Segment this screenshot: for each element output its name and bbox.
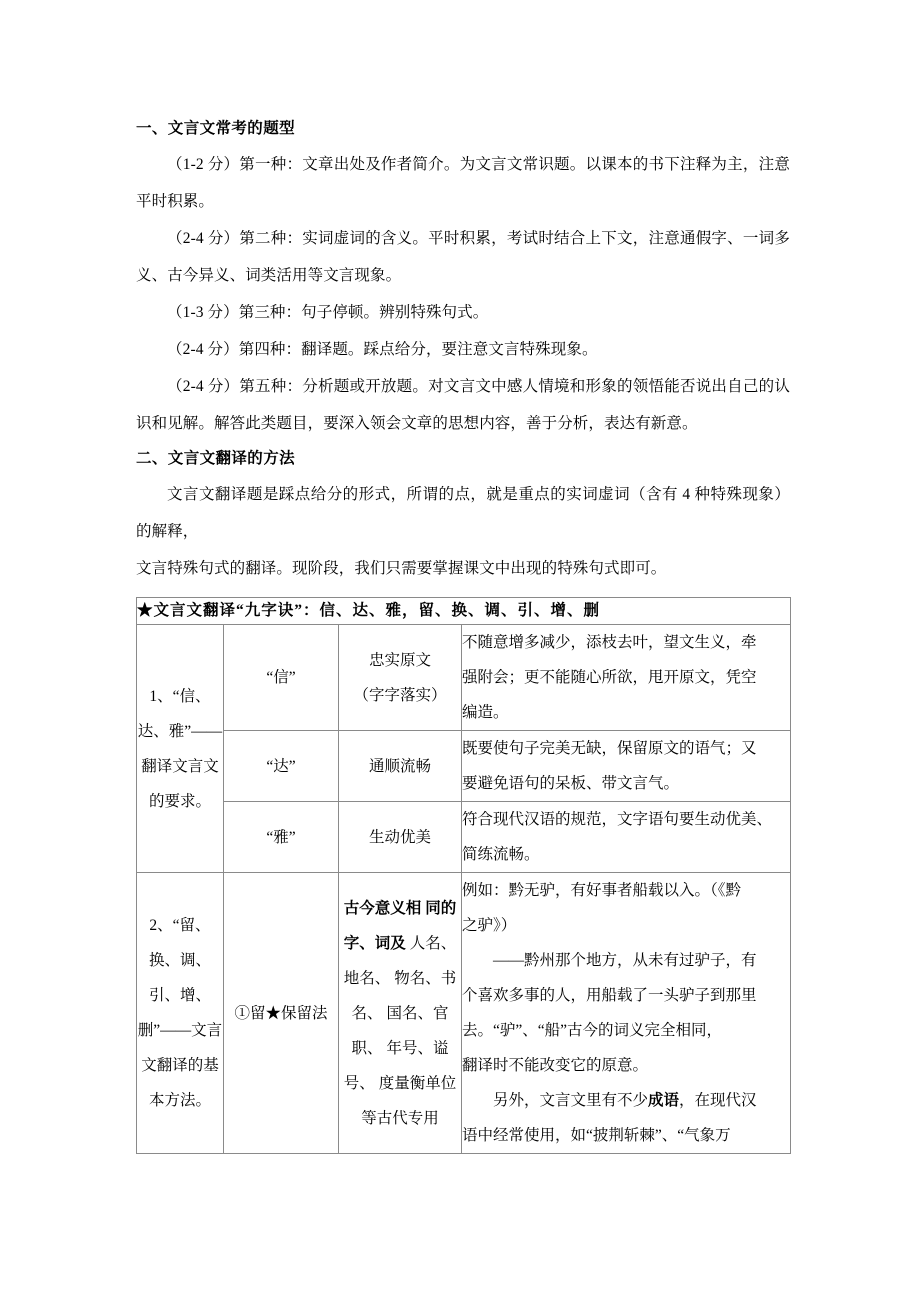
document-content bbox=[136, 112, 790, 1154]
paragraph-1-5: （2-4 分）第五种：分析题或开放题。对文言文中感人情境和形象的领悟能否说出自己的认识和见解。解答此类题目，要深入领会文章的思想内容，善于分析，表达有新意。 bbox=[136, 378, 790, 432]
detail-cell-liu: 例如：黔无驴，有好事者船载以入。（《黔 之驴》） ——黔州那个地方，从未有过驴子，有 个喜欢多事的人，用船载了一头驴子到那里 去。“驴”、“船”古今的词义完全相同， 翻译时不能改变它的原意。 另外，文言文里有不少成语，在现代汉 语中经常使用，如“披荆斩棘”、“气象万 bbox=[462, 873, 791, 1154]
paragraph-1-3: （1-3 分）第三种：句子停顿。辨别特殊句式。 bbox=[167, 304, 489, 321]
meaning-cell-liu: 古今意义相 同的字、词及 人名、地名、 物名、书名、 国名、官职、 年号、谥号、 度量衡单位 等古代专用 bbox=[339, 873, 462, 1154]
detail-line-with-bold-chengyu: 另外，文言文里有不少成语，在现代汉 bbox=[493, 1092, 757, 1109]
paragraph-1-4: （2-4 分）第四种：翻译题。踩点给分，要注意文言特殊现象。 bbox=[167, 341, 598, 358]
paragraph-1-1: （1-2 分）第一种：文章出处及作者简介。为文言文常识题。以课本的书下注释为主，注意平时积累。 bbox=[136, 156, 790, 210]
table-title-cell: ★文言文翻译“九字诀”：信、达、雅，留、换、调、引、增、删 bbox=[137, 598, 791, 625]
meaning-cell-xin: 忠实原文 （字字落实） bbox=[339, 625, 462, 731]
meaning-line-bold-part: 同的字、词及 bbox=[343, 899, 457, 952]
table-row bbox=[137, 802, 791, 873]
detail-cell-xin: 不随意增多减少，添枝去叶，望文生义，牵 强附会；更不能随心所欲，甩开原文，凭空 编造。 bbox=[462, 625, 791, 731]
paragraph-2-1: 文言文翻译题是踩点给分的形式，所谓的点，就是重点的实词虚词（含有 4 种特殊现象）的解释， bbox=[136, 486, 790, 540]
detail-cell-ya: 符合现代汉语的规范，文字语句要生动优美、 简练流畅。 bbox=[462, 802, 791, 873]
table-header-row bbox=[137, 598, 791, 625]
meaning-cell-ya: 生动优美 bbox=[339, 802, 462, 873]
group-title-cell-1: 1、“信、达、雅”——翻译文言文的要求。 bbox=[137, 625, 224, 873]
keyword-chengyu: 成语 bbox=[648, 1092, 680, 1109]
table-row bbox=[137, 731, 791, 802]
paragraph-1-2: （2-4 分）第二种：实词虚词的含义。平时积累，考试时结合上下文，注意通假字、一词多义、古今异义、词类活用等文言现象。 bbox=[136, 230, 790, 284]
section-heading-1: 一、文言文常考的题型 bbox=[136, 120, 296, 137]
term-cell-ya: “雅” bbox=[224, 802, 339, 873]
table-row bbox=[137, 873, 791, 1154]
nine-character-formula-table bbox=[136, 597, 791, 1154]
group-title-cell-2: 2、“留、换、调、引、增、删”——文言文翻译的基本方法。 bbox=[137, 873, 224, 1154]
paragraph-2-2: 文言特殊句式的翻译。现阶段，我们只需要掌握课文中出现的特殊句式即可。 bbox=[136, 560, 667, 577]
term-cell-xin: “信” bbox=[224, 625, 339, 731]
table-row bbox=[137, 625, 791, 731]
detail-cell-da: 既要使句子完美无缺，保留原文的语气；又 要避免语句的呆板、带文言气。 bbox=[462, 731, 791, 802]
meaning-cell-da: 通顺流畅 bbox=[339, 731, 462, 802]
term-cell-da: “达” bbox=[224, 731, 339, 802]
term-cell-liu: ①留★保留法 bbox=[224, 873, 339, 1154]
section-heading-2: 二、文言文翻译的方法 bbox=[136, 450, 296, 467]
